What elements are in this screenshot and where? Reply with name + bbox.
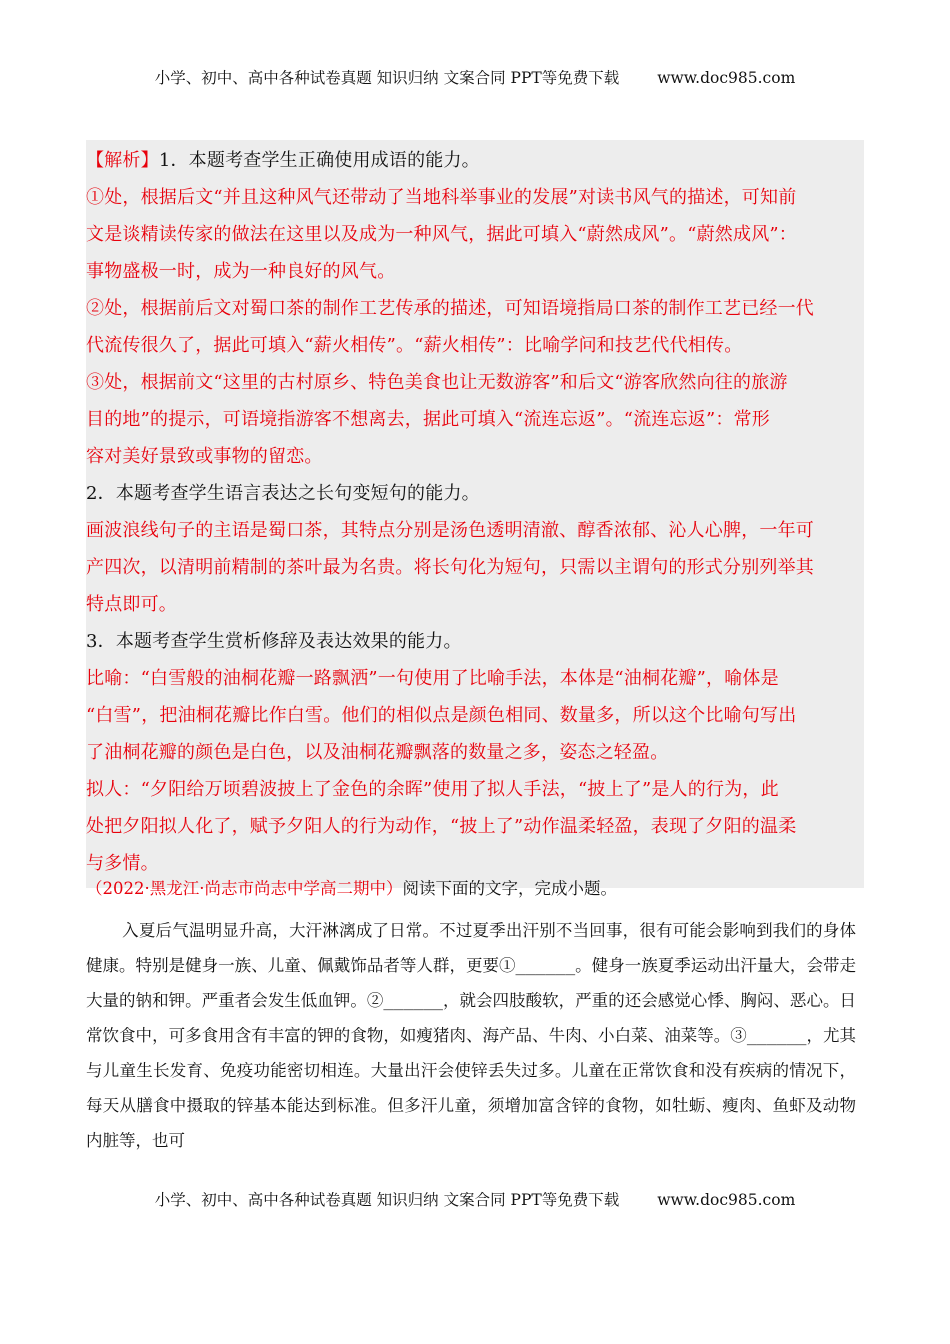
- analysis-line: “白雪”，把油桐花瓣比作白雪。他们的相似点是颜色相同、数量多，所以这个比喻句写出: [86, 705, 797, 726]
- analysis-line: ②处，根据前后文对蜀口茶的制作工艺传承的描述，可知语境指局口茶的制作工艺已经一代: [86, 298, 814, 319]
- analysis-tag: 【解析】: [86, 150, 159, 171]
- analysis-heading-3: 3．本题考查学生赏析修辞及表达效果的能力。: [86, 631, 462, 652]
- reading-passage: [86, 913, 856, 1158]
- analysis-line: ③处，根据前文“这里的古村原乡、特色美食也让无数游客”和后文“游客欣然向往的旅游: [86, 372, 788, 393]
- header-site-link[interactable]: www.doc985.com: [657, 69, 796, 87]
- source-instruction: 阅读下面的文字，完成小题。: [402, 879, 617, 898]
- header-text: 小学、初中、高中各种试卷真题 知识归纳 文案合同 PPT等免费下载: [154, 69, 620, 87]
- analysis-line: 处把夕阳拟人化了，赋予夕阳人的行为动作，“披上了”动作温柔轻盈，表现了夕阳的温柔: [86, 816, 797, 837]
- analysis-text: 1．本题考查学生正确使用成语的能力。: [158, 150, 480, 171]
- analysis-line: 目的地”的提示，可语境指游客不想离去，据此可填入“流连忘返”。“流连忘返”：常形: [86, 409, 771, 430]
- analysis-line: 容对美好景致或事物的留恋。: [86, 446, 323, 467]
- analysis-line: 了油桐花瓣的颜色是白色，以及油桐花瓣飘落的数量之多，姿态之轻盈。: [86, 742, 669, 763]
- analysis-block: [86, 140, 864, 888]
- analysis-line: 产四次，以清明前精制的茶叶最为名贵。将长句化为短句，只需以主谓句的形式分别列举其: [86, 557, 814, 578]
- footer-text: 小学、初中、高中各种试卷真题 知识归纳 文案合同 PPT等免费下载: [154, 1191, 620, 1209]
- passage-text: 入夏后气温明显升高，大汗淋漓成了日常。不过夏季出汗别不当回事，很有可能会影响到我们的身体健康。特别是健身一族、儿童、佩戴饰品者等人群，更要①______。健身一族夏季运动出汗量大，会带走大量的钠和钾。严重者会发生低血钾。②______，就会四肢酸软，严重的还会感觉心悸、胸闷、恶心。日常饮食中，可多食用含有丰富的钾的食物，如瘦猪肉、海产品、牛肉、小白菜、油菜等。③______，尤其与儿童生长发育、免疫功能密切相连。大量出汗会使锌丢失过多。儿童在正常饮食和没有疾病的情况下，每天从膳食中摄取的锌基本能达到标准。但多汗儿童，须增加富含锌的食物，如牡蛎、瘦肉、鱼虾及动物内脏等，也可: [86, 921, 856, 1150]
- analysis-line: 特点即可。: [86, 594, 177, 615]
- page-header: [0, 66, 950, 88]
- analysis-line: 比喻：“白雪般的油桐花瓣一路飘洒”一句使用了比喻手法，本体是“油桐花瓣”，喻体是: [86, 668, 779, 689]
- analysis-heading-2: 2．本题考查学生语言表达之长句变短句的能力。: [86, 483, 480, 504]
- source-origin: （2022·黑龙江·尚志市尚志中学高二期中）: [86, 879, 403, 898]
- page-footer: [0, 1188, 950, 1210]
- analysis-line: ①处，根据后文“并且这种风气还带动了当地科举事业的发展”对读书风气的描述，可知前: [86, 187, 797, 208]
- analysis-line: 文是谈精读传家的做法在这里以及成为一种风气，据此可填入“蔚然成风”。“蔚然成风”：: [86, 224, 798, 245]
- analysis-line-1: [86, 142, 864, 179]
- footer-site-link[interactable]: www.doc985.com: [657, 1191, 796, 1209]
- analysis-line: 画波浪线句子的主语是蜀口茶，其特点分别是汤色透明清澈、醇香浓郁、沁人心脾，一年可: [86, 520, 814, 541]
- analysis-line: 与多情。: [86, 853, 159, 874]
- analysis-line: 拟人：“夕阳给万顷碧波披上了金色的余晖”使用了拟人手法，“披上了”是人的行为，此: [86, 779, 779, 800]
- analysis-line: 代流传很久了，据此可填入“薪火相传”。“薪火相传”：比喻学问和技艺代代相传。: [86, 335, 743, 356]
- analysis-line: 事物盛极一时，成为一种良好的风气。: [86, 261, 396, 282]
- question-source: [86, 874, 876, 904]
